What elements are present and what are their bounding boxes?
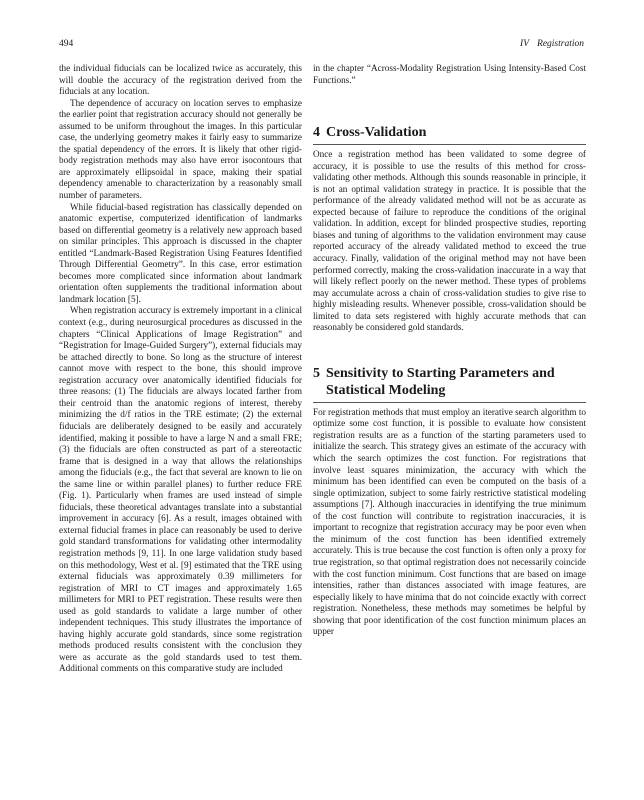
running-header: [59, 37, 584, 51]
part-title: Registration: [537, 39, 584, 49]
paragraph-landmark-registration: While fiducial-based registration has classically depended on anatomic expertise, computerized identification of landmarks based on differential geometry is a relatively new approach based on similar principles. This approach is discussed in the chapter entitled “Landmark-Based Registration Using Features Identified Through Differential Geometry”. In this case, error estimation becomes more complicated since information about landmark orientation often supplements the traditional information about landmark location [5].: [59, 201, 302, 304]
section-title-line2: Statistical Modeling: [326, 382, 446, 398]
section-heading-cross-validation: [313, 124, 586, 145]
page-number: 494: [59, 39, 74, 49]
section-number: 5: [313, 365, 320, 381]
paragraph-continuation: the individual fiducials can be localized twice as accurately, this will double the accuracy of the registration derived from the fiducials at any location.: [59, 63, 302, 97]
section-title-line1: Sensitivity to Starting Parameters and: [326, 365, 555, 381]
part-number: IV: [520, 39, 530, 49]
paragraph-sensitivity: For registration methods that must employ an iterative search algorithm to optimize some cost function, it is possible to evaluate how consistent registration results are as a function of the starting parameters used to initialize the search. This strategy gives an estimate of the accuracy with which the search optimizes the cost function. For registrations that involve least squares minimization, the accuracy with which the minimum has been identified can even be computed on the basis of a single optimization, subject to some fairly restrictive statistical modeling assumptions [7]. Although inaccuracies in identifying the true minimum of the cost function will contribute to registration inaccuracies, it is important to recognize that registration accuracy may be poor even when the minimum of the cost function has been identified extremely accurately. This is true because the cost function is often only a proxy for true registration, so that optimal registration does not necessarily coincide with the cost function minimum. Cost functions that are based on image intensities, rather than distances associated with image features, are especially likely to have minima that do not coincide exactly with correct registration. Nonetheless, these methods may sometimes be helpful by showing that poor identification of the cost function minimum places an upper: [313, 406, 587, 637]
running-title: [520, 37, 584, 51]
left-column: [59, 63, 302, 675]
paragraph-accuracy-location: The dependence of accuracy on location serves to emphasize the earlier point that registration accuracy should not generally be assumed to be uniform throughout the images. In this particular case, the underlying geometry makes it fairly easy to summarize the spatial dependency of the errors. It is likely that other rigid-body registration methods may also have error isocontours that are approximately ellipsoidal in space, making their spatial dependency amenable to characterization by a reasonably small number of parameters.: [59, 97, 302, 201]
section-number: 4: [313, 125, 320, 141]
section-heading-sensitivity: [313, 365, 586, 403]
right-column: [313, 63, 586, 638]
paragraph-cross-validation: Once a registration method has been validated to some degree of accuracy, it is possible to use the results of this method for cross-validating other methods. Although this sounds reasonable in principle, it is not an optimal validation strategy in practice. It is possible that the performance of the already validated method will not be as accurate as expected because of failure to reproduce the conditions of the original validation. In addition, except for blinded prospective studies, reporting biases and tuning of algorithms to the validation environment may cause reported accuracy of the already validated method to exceed the true accuracy. Finally, validation of the original method may not have been performed correctly, making the cross-validation inaccurate in a way that will likely reflect poorly on the newer method. These types of problems may accumulate across a chain of cross-validation studies to give rise to highly misleading results. Whenever possible, cross-validation should be limited to data sets registered with highly accurate methods that can reasonably be considered gold standards.: [313, 149, 586, 333]
paragraph-continuation-right: in the chapter “Across-Modality Registration Using Intensity-Based Cost Functions.”: [313, 63, 586, 85]
paragraph-external-fiducials: When registration accuracy is extremely important in a clinical context (e.g., during neurosurgical procedures as discussed in the chapters “Clinical Applications of Image Registration” and “Registration for Image-Guided Surgery”), external fiducials may be attached directly to bone. So long as the structure of interest cannot move with respect to the bone, this should improve registration accuracy over anatomically identified fiducials for three reasons: (1) The fiducials are always located farther from their centroid than the anatomic regions of interest, thereby minimizing the d/f ratios in the TRE estimate; (2) the external fiducials are deliberately designed to be easily and accurately identified, making it possible to have a large N and a small FRE; (3) the fiducials are often constructed as part of a stereotactic frame that is designed in a way that allows the relationships among the fiducials (e.g., the fact that several are known to lie on the same line or within parallel planes) to further reduce FRE (Fig. 1). Particularly when frames are used instead of simple fiducials, these theoretical advantages translate into a substantial improvement in accuracy [6]. As a result, images obtained with external fiducial frames in place can reasonably be used to derive gold standard transformations for validating other intermodality registration methods [9, 11]. In one large validation study based on this methodology, West et al. [9] estimated that the TRE using external fiducials was approximately 0.39 millimeters for registration of MRI to CT images and approximately 1.65 millimeters for MRI to PET registration. These results were then used as gold standards to validate a large number of other independent techniques. This study illustrates the importance of having highly accurate gold standards, since some registration methods produced results consistent with the conclusion they were as accurate as the gold standards used to test them. Additional comments on this comparative study are included: [59, 305, 302, 674]
section-title: Cross-Validation: [326, 125, 427, 141]
